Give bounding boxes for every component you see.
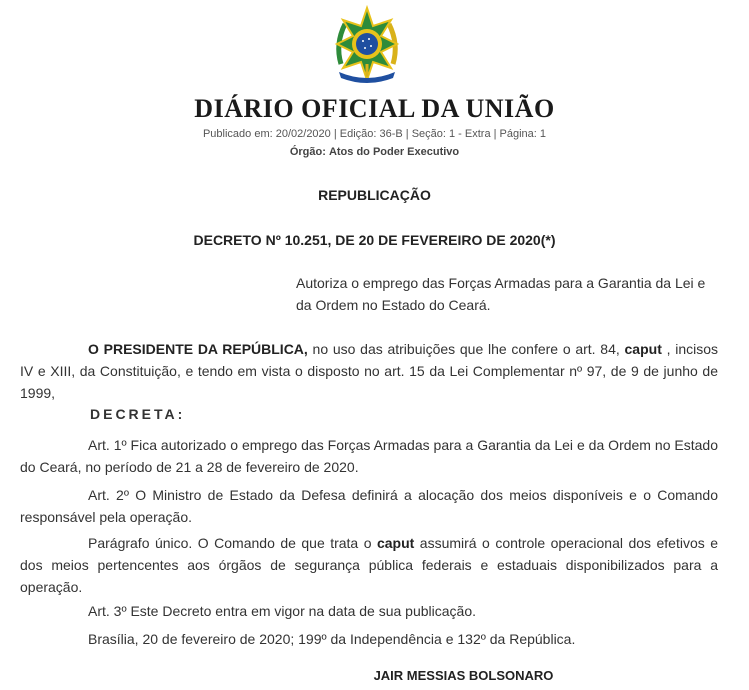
paragrafo-caput: caput	[376, 535, 415, 551]
ementa: Autoriza o emprego das Forças Armadas para a Garantia da Lei e da Ordem no Estado do Ceará.	[296, 275, 706, 313]
article-3: Art. 3º Este Decreto entra em vigor na data de sua publicação.	[88, 603, 476, 619]
orgao-line	[0, 146, 749, 158]
paragrafo-text-2: assumirá o controle operacional dos efetivos e dos meios pertencentes aos órgãos de segurança pública federais e estaduais disponibilizados para a operação.	[20, 535, 719, 595]
preamble-text-2: , incisos IV e XIII, da Constituição, e tendo em vista o disposto no art. 15 da Lei Complementar nº 97, de 9 de junho de 1999,	[20, 341, 719, 401]
preamble-text-1: no uso das atribuições que lhe confere o art. 84,	[307, 341, 625, 357]
orgao-label: Órgão:	[289, 146, 326, 158]
decree-title: DECRETO Nº 10.251, DE 20 DE FEVEREIRO DE 2020(*)	[193, 232, 556, 248]
closing-line: Brasília, 20 de fevereiro de 2020; 199º da Independência e 132º da República.	[88, 631, 576, 647]
article-1: Art. 1º Fica autorizado o emprego das Forças Armadas para a Garantia da Lei e da Ordem no Estado do Ceará, no período de 21 a 28 de fevereiro de 2020.	[20, 437, 718, 475]
decreta-heading: DECRETA:	[90, 406, 186, 422]
paragrafo-text-1: Parágrafo único. O Comando de que trata o	[88, 535, 377, 551]
article-2: Art. 2º O Ministro de Estado da Defesa definirá a alocação dos meios disponíveis e o Comando responsável pela operação.	[20, 487, 718, 525]
publication-info: Publicado em: 20/02/2020 | Edição: 36-B | Seção: 1 - Extra | Página: 1	[202, 128, 547, 140]
signature: JAIR MESSIAS BOLSONARO	[373, 668, 554, 683]
page-title: DIÁRIO OFICIAL DA UNIÃO	[194, 94, 555, 123]
paragrafo-unico	[20, 532, 718, 598]
preamble-caput: caput	[624, 341, 662, 357]
orgao-value: Atos do Poder Executivo	[328, 146, 460, 158]
preamble-paragraph	[20, 338, 718, 404]
coat-of-arms-emblem	[327, 4, 407, 84]
republicacao-heading: REPUBLICAÇÃO	[318, 187, 431, 203]
preamble-bold: O PRESIDENTE DA REPÚBLICA,	[88, 341, 308, 357]
